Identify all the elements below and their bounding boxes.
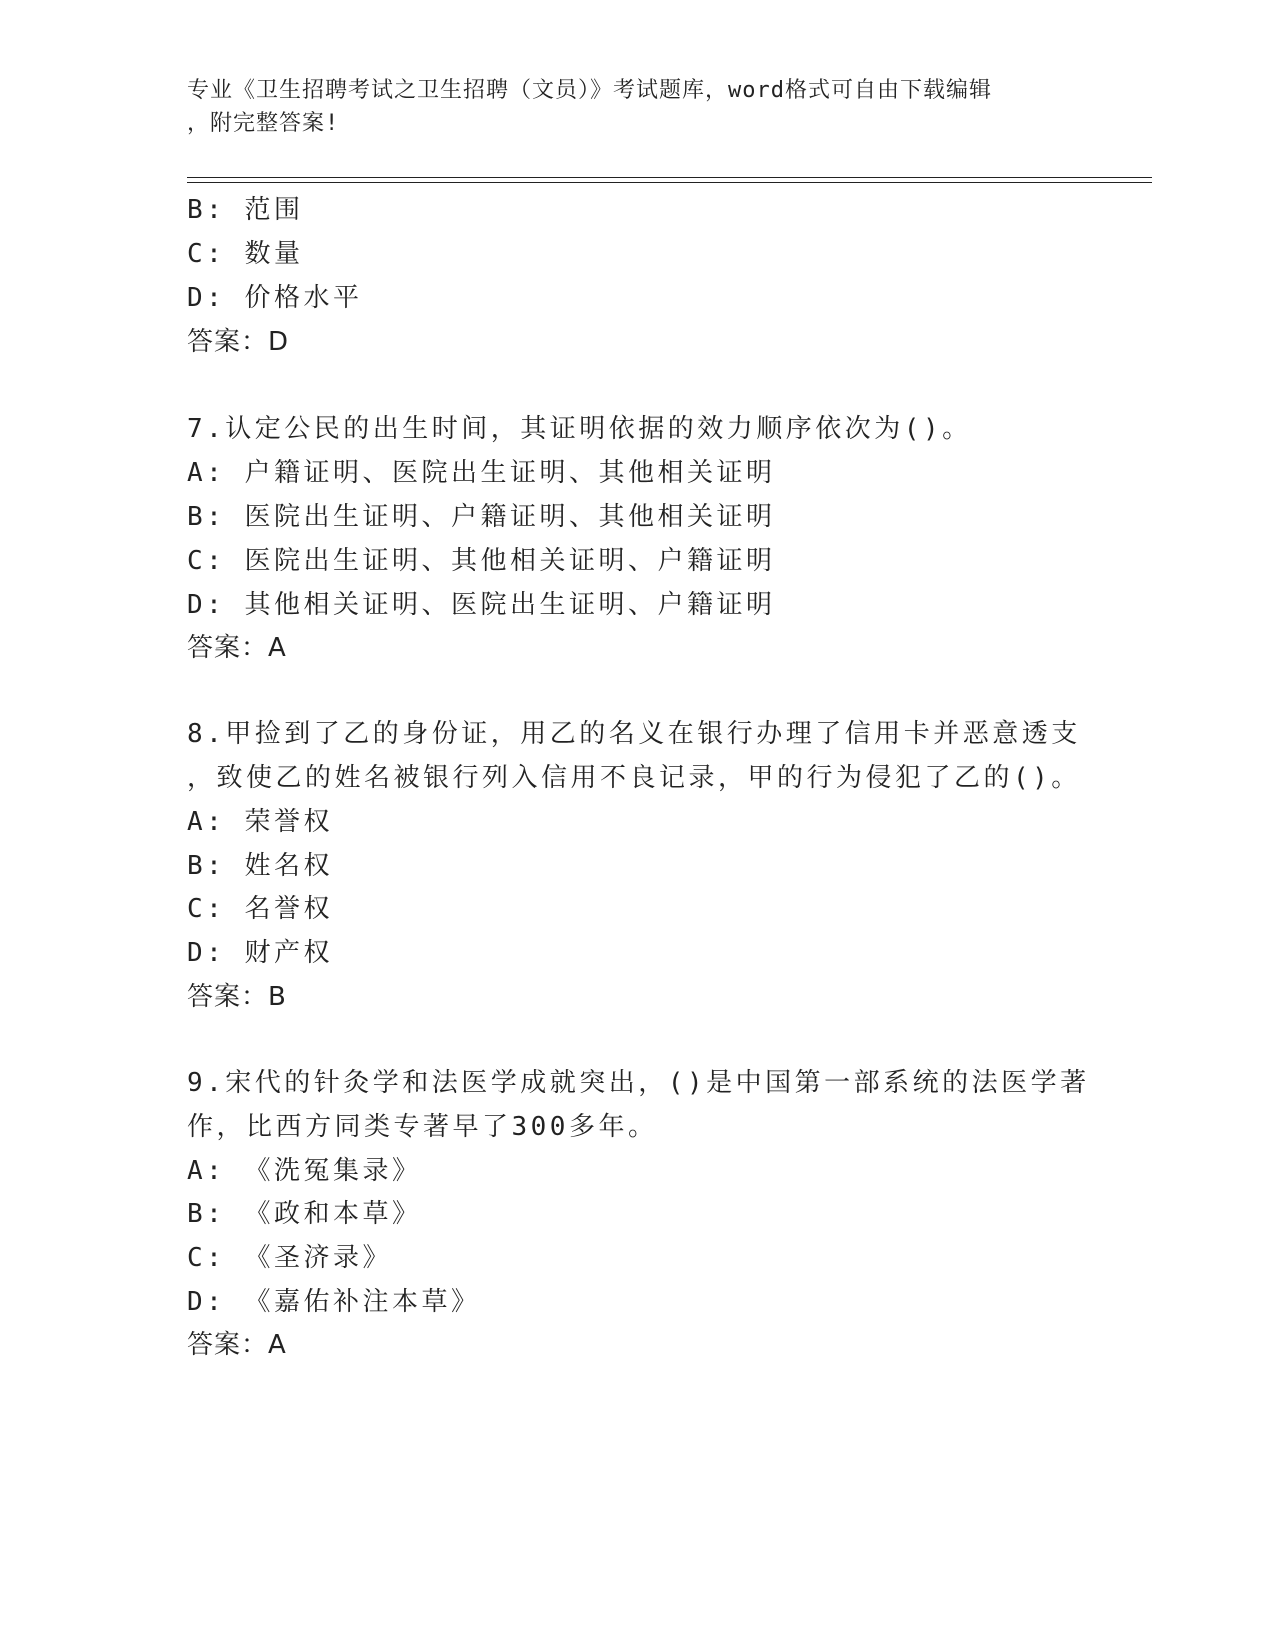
q8-option-c: C: 名誉权: [187, 894, 333, 924]
q9-answer: 答案：A: [187, 1330, 287, 1360]
q8-answer: 答案：B: [187, 982, 287, 1012]
q9-option-d: D: 《嘉佑补注本草》: [187, 1287, 481, 1317]
q6-option-d: D: 价格水平: [187, 283, 363, 313]
header-divider-top: [187, 177, 1152, 178]
q6-option-b: B: 范围: [187, 195, 304, 225]
q7-stem-line-1: 7.认定公民的出生时间，其证明依据的效力顺序依次为()。: [187, 414, 972, 444]
q9-option-a: A: 《洗冤集录》: [187, 1156, 422, 1186]
header-divider-bottom: [187, 182, 1152, 183]
q8-stem-line-2: ，致使乙的姓名被银行列入信用不良记录，甲的行为侵犯了乙的()。: [187, 763, 1081, 793]
q8-stem-line-1: 8.甲捡到了乙的身份证，用乙的名义在银行办理了信用卡并恶意透支: [187, 719, 1081, 749]
q8-option-b: B: 姓名权: [187, 851, 333, 881]
q8-option-a: A: 荣誉权: [187, 807, 333, 837]
q9-stem-line-2: 作，比西方同类专著早了300多年。: [187, 1112, 658, 1142]
document-header: [187, 74, 1067, 140]
q7-option-c: C: 医院出生证明、其他相关证明、户籍证明: [187, 546, 776, 576]
q7-option-a: A: 户籍证明、医院出生证明、其他相关证明: [187, 458, 776, 488]
q7-option-b: B: 医院出生证明、户籍证明、其他相关证明: [187, 502, 776, 532]
q6-option-c: C: 数量: [187, 239, 304, 269]
q9-option-b: B: 《政和本草》: [187, 1199, 422, 1229]
q8-option-d: D: 财产权: [187, 938, 333, 968]
header-line-2: ，附完整答案!: [187, 111, 340, 136]
q7-answer: 答案：A: [187, 633, 287, 663]
q9-option-c: C: 《圣济录》: [187, 1243, 392, 1273]
q7-option-d: D: 其他相关证明、医院出生证明、户籍证明: [187, 590, 776, 620]
header-line-1: 专业《卫生招聘考试之卫生招聘（文员）》考试题库，word格式可自由下载编辑: [187, 78, 992, 103]
q9-stem-line-1: 9.宋代的针灸学和法医学成就突出，()是中国第一部系统的法医学著: [187, 1068, 1090, 1098]
q6-answer: 答案：D: [187, 327, 290, 357]
